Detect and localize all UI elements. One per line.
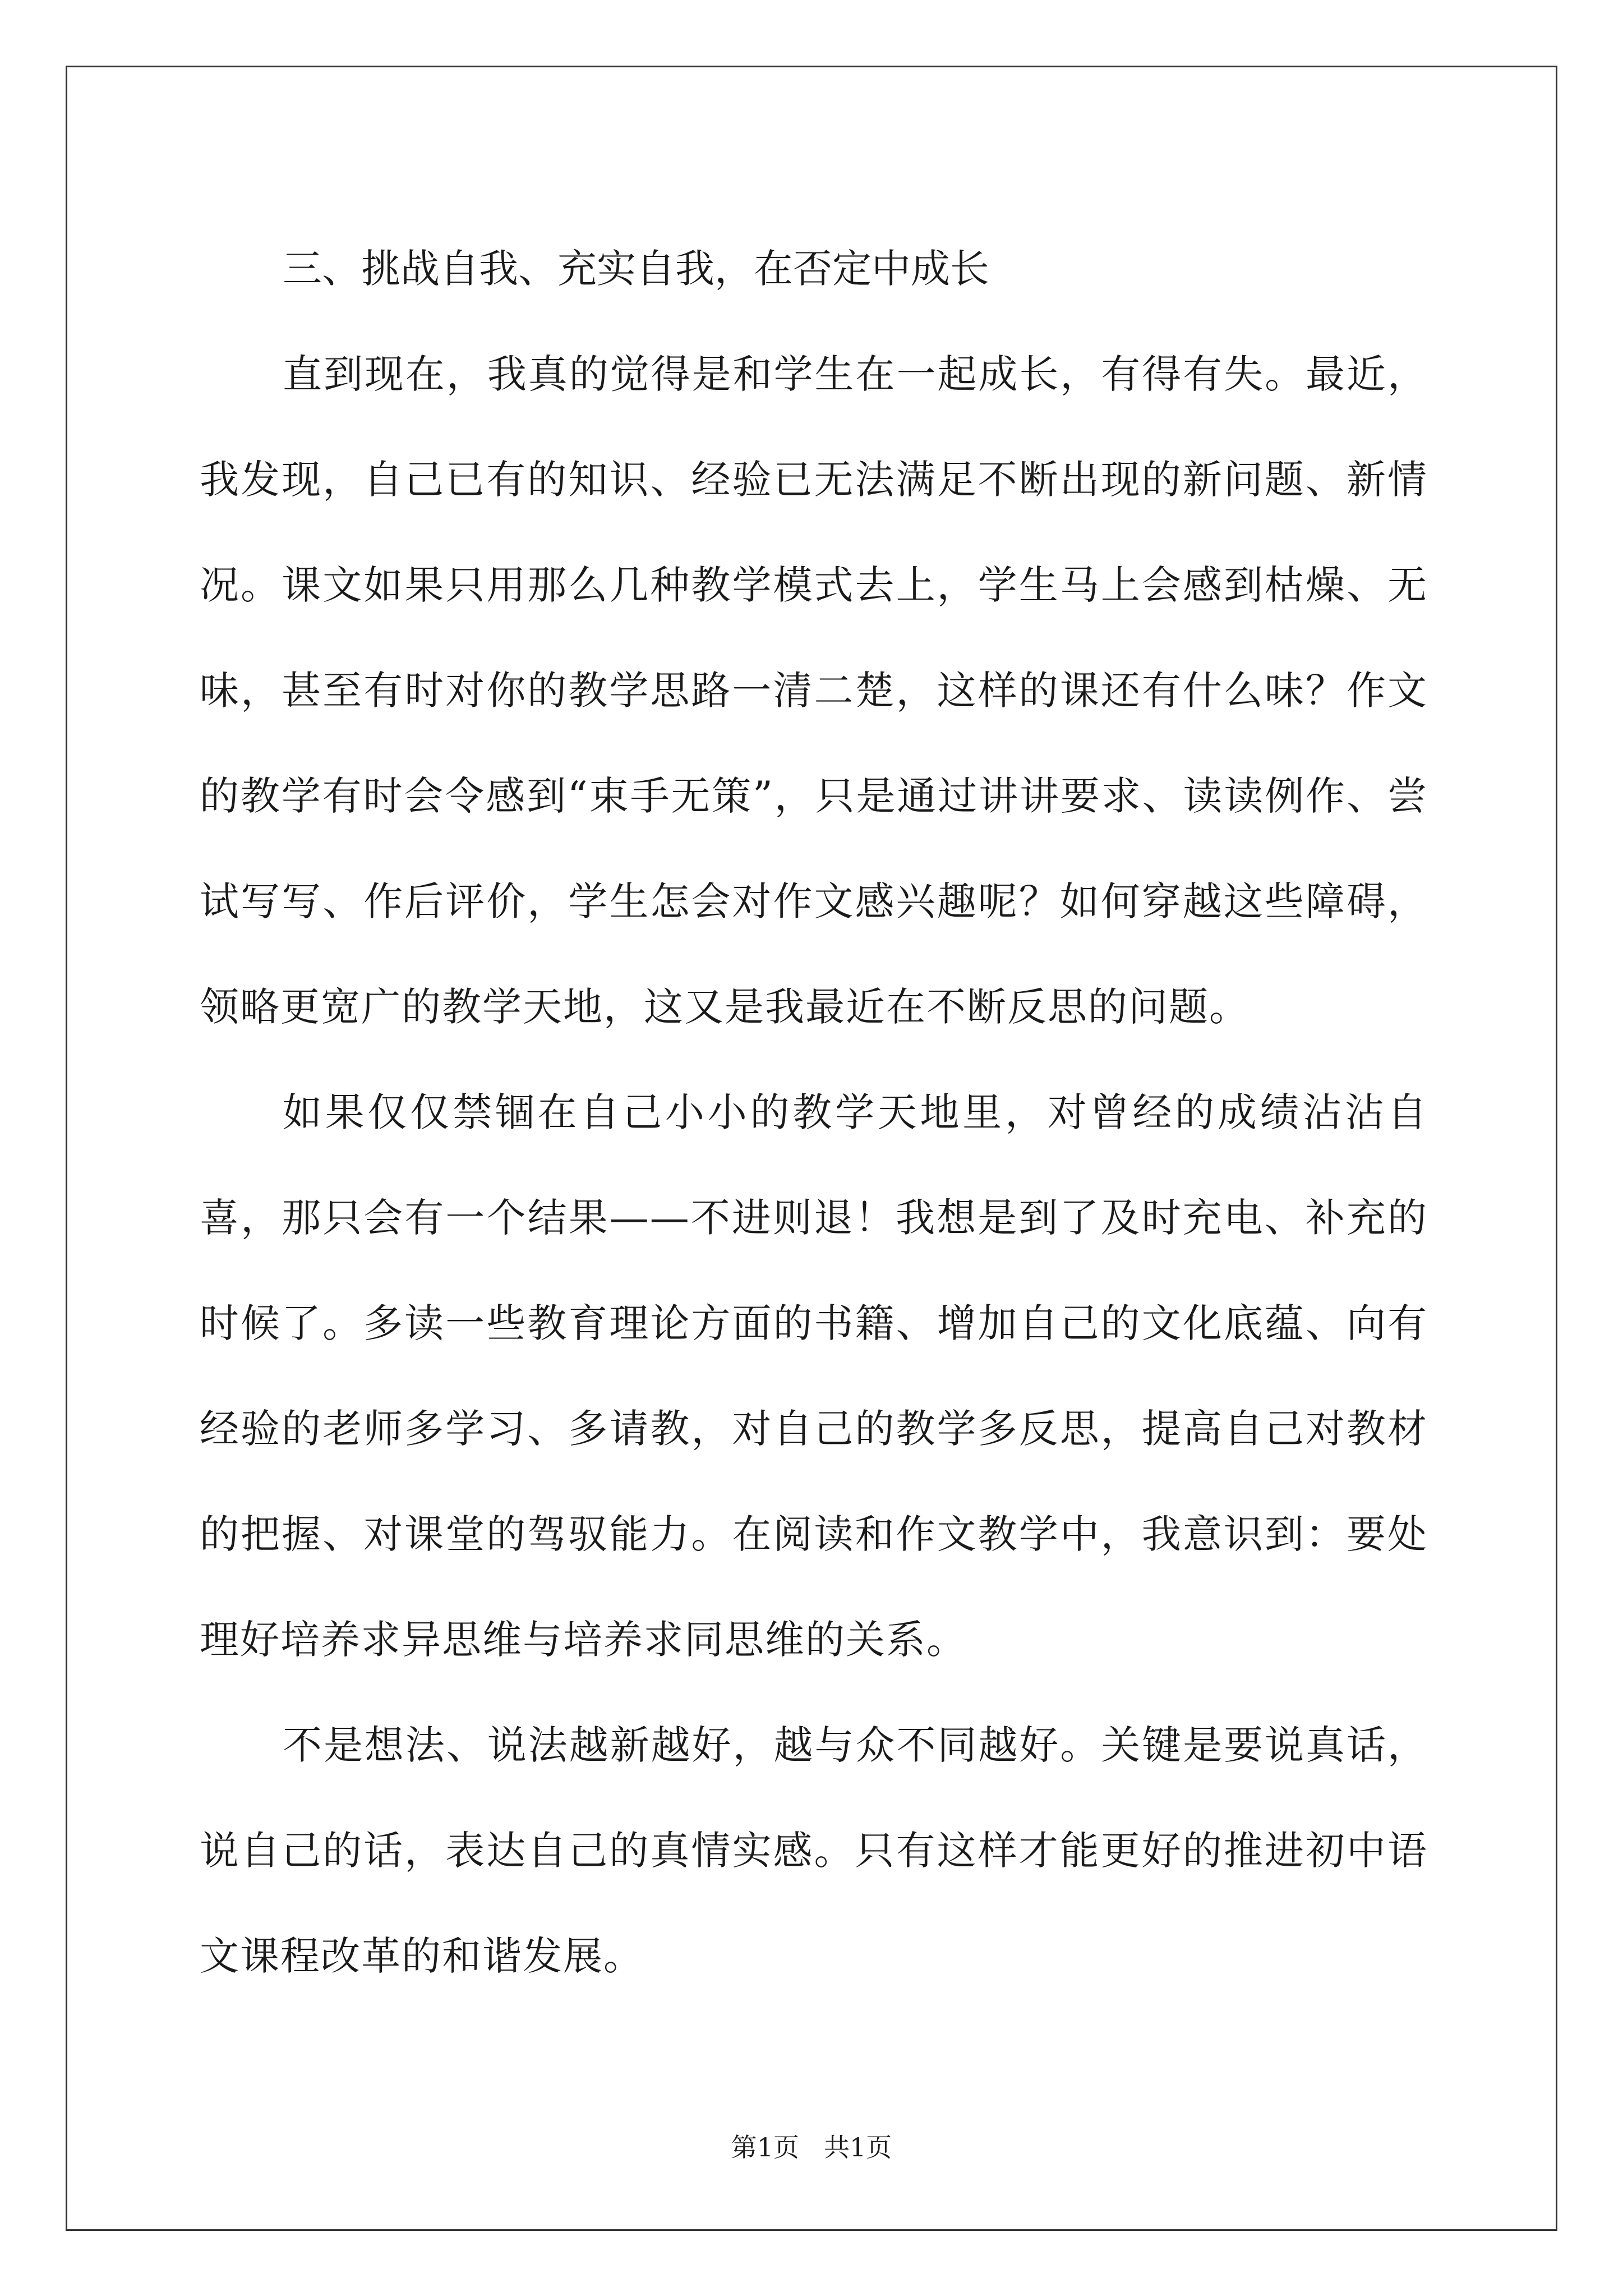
- document-body: [200, 216, 1428, 2009]
- page-total: 共1页: [823, 2132, 892, 2162]
- paragraph-3: 不是想法、说法越新越好，越与众不同越好。关键是要说真话，说自己的话，表达自己的真情实感。只有这样才能更好的推进初中语文课程改革的和谐发展。: [200, 1722, 1428, 1979]
- section-heading: 三、挑战自我、充实自我，在否定中成长: [283, 246, 989, 292]
- page-footer: [0, 2127, 1623, 2164]
- paragraph-2: 如果仅仅禁锢在自己小小的教学天地里，对曾经的成绩沾沾自喜，那只会有一个结果——不进则退！我想是到了及时充电、补充的时候了。多读一些教育理论方面的书籍、增加自己的文化底蕴、向有经验的老师多学习、多请教，对自己的教学多反思，提高自己对教材的把握、对课堂的驾驭能力。在阅读和作文教学中，我意识到：要处理好培养求异思维与培养求同思维的关系。: [200, 1089, 1428, 1663]
- page-number: 第1页: [731, 2132, 800, 2162]
- paragraph-1: 直到现在，我真的觉得是和学生在一起成长，有得有失。最近，我发现，自己已有的知识、经验已无法满足不断出现的新问题、新情况。课文如果只用那么几种教学模式去上，学生马上会感到枯燥、无味，甚至有时对你的教学思路一清二楚，这样的课还有什么味？作文的教学有时会令感到“束手无策”，只是通过讲讲要求、读读例作、尝试写写、作后评价，学生怎会对作文感兴趣呢？如何穿越这些障碍，领略更宽广的教学天地，这又是我最近在不断反思的问题。: [200, 351, 1428, 1030]
